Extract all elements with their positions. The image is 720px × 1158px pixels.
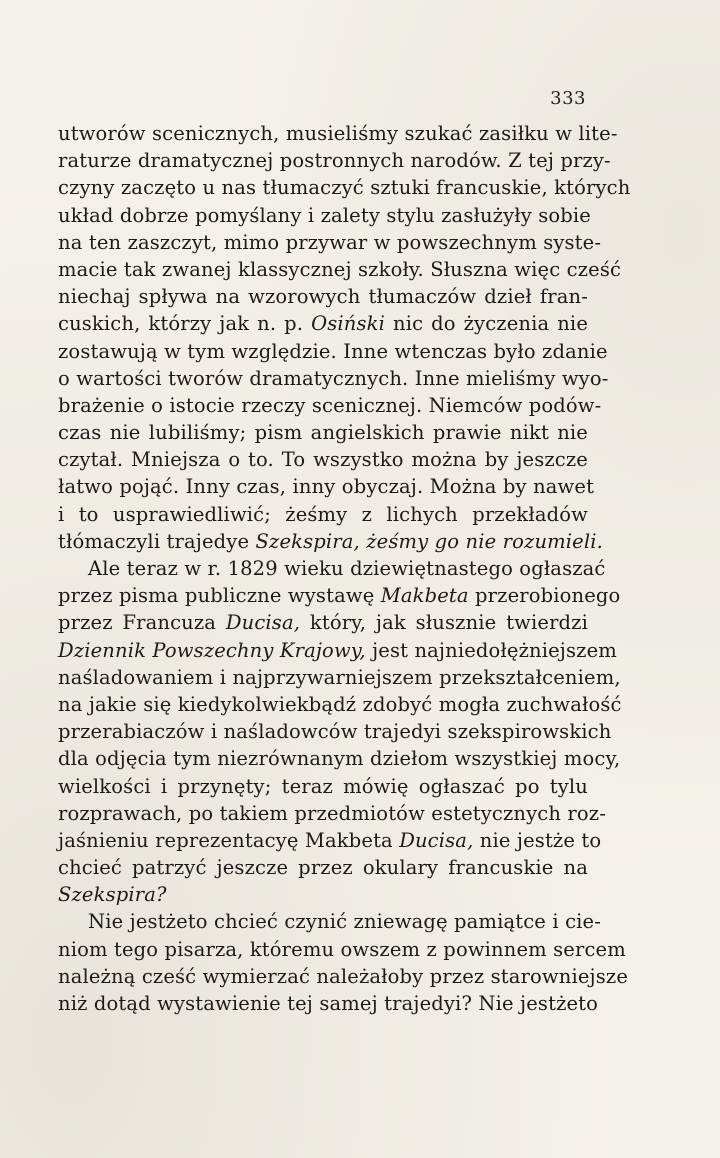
text-segment: dla odjęcia tym niezrównanym dziełom wszystkiej mocy, <box>58 747 621 771</box>
text-segment: zostawują w tym względzie. Inne wtenczas było zdanie <box>58 339 608 363</box>
text-segment: niechaj spływa na wzorowych tłumaczów dzieł fran- <box>58 285 588 309</box>
italic-text: Ducisa, <box>225 611 301 635</box>
text-segment: który, jak słusznie twierdzi <box>300 611 588 635</box>
text-segment: brażenie o istocie rzeczy scenicznej. Niemców podów- <box>58 393 602 417</box>
text-line <box>58 582 621 609</box>
text-segment: macie tak zwanej klassycznej szkoły. Słuszna więc cześć <box>58 257 622 281</box>
text-line <box>58 664 621 691</box>
text-segment: przerobionego <box>468 584 621 608</box>
text-segment: niż dotąd wystawienie tej samej trajedyi? Nie jestżeto <box>58 992 599 1015</box>
text-segment: nic do życzenia nie <box>385 312 589 336</box>
text-line <box>58 419 588 446</box>
text-line <box>58 310 588 337</box>
text-line <box>58 609 588 636</box>
text-line <box>58 990 599 1017</box>
text-segment: i to usprawiedliwić; żeśmy z lichych przekładów <box>58 502 588 526</box>
text-line <box>58 881 588 908</box>
text-line <box>58 392 602 419</box>
text-segment: naśladowaniem i najprzywarniejszem przekształceniem, <box>58 665 621 689</box>
text-line <box>58 528 603 555</box>
text-line <box>58 936 626 963</box>
text-segment: raturze dramatycznej postronnych narodów. Z tej przy- <box>58 149 611 173</box>
text-segment: wielkości i przynęty; teraz mówię ogłaszać po tylu <box>58 774 588 798</box>
text-segment: przez Francuza <box>58 611 226 635</box>
text-line <box>58 283 588 310</box>
text-line <box>58 800 606 827</box>
text-line <box>58 174 631 201</box>
text-segment: Nie jestżeto chcieć czynić zniewagę pamiątce i cie- <box>88 910 601 934</box>
text-line <box>58 827 602 854</box>
text-line <box>58 256 622 283</box>
text-segment: układ dobrze pomyślany i zalety stylu zasłużyły sobie <box>58 203 592 227</box>
text-segment: niom tego pisarza, któremu owszem z powinnem sercem <box>58 937 626 961</box>
text-segment: chcieć patrzyć jeszcze przez okulary francuskie na <box>58 856 588 880</box>
text-line <box>58 963 629 990</box>
italic-text: Szekspira, żeśmy go nie rozumieli. <box>255 529 603 553</box>
text-segment: przerabiaczów i naśladowców trajedyi szekspirowskich <box>58 720 612 744</box>
text-segment: czas nie lubiliśmy; pism angielskich prawie nikt nie <box>58 421 588 445</box>
text-segment: należną cześć wymierzać należałoby przez starowniejsze <box>58 964 629 988</box>
text-line <box>58 365 609 392</box>
italic-text: Osiński <box>311 312 386 336</box>
italic-text: Makbeta <box>380 584 469 608</box>
text-segment: nie jestże to <box>473 828 602 852</box>
text-line <box>58 773 588 800</box>
text-line <box>58 854 588 881</box>
italic-text: Szekspira? <box>58 883 167 907</box>
text-segment: jaśnieniu reprezentacyę Makbeta <box>58 828 400 852</box>
text-line <box>58 718 612 745</box>
text-line <box>58 555 606 582</box>
text-line <box>58 202 592 229</box>
text-segment: rozprawach, po takiem przedmiotów estetycznych roz- <box>58 801 606 825</box>
text-segment: przez pisma publiczne wystawę <box>58 584 381 608</box>
text-segment: czyny zaczęto u nas tłumaczyć sztuki francuskie, których <box>58 176 631 200</box>
text-line <box>58 745 621 772</box>
text-segment: na jakie się kiedykolwiekbądź zdobyć mogła zuchwałość <box>58 692 622 716</box>
text-line <box>58 908 601 935</box>
text-line <box>58 446 588 473</box>
text-line <box>58 338 608 365</box>
text-segment: na ten zaszczyt, mimo przywar w powszechnym syste- <box>58 230 602 254</box>
text-line <box>58 147 611 174</box>
italic-text: Dziennik Powszechny Krajowy, <box>58 638 366 662</box>
text-segment: cuskich, którzy jak n. p. <box>58 312 312 336</box>
text-segment: Ale teraz w r. 1829 wieku dziewiętnastego ogłaszać <box>88 557 606 580</box>
text-segment: czytał. Mniejsza o to. To wszystko można by jeszcze <box>58 448 588 472</box>
text-line <box>58 473 595 500</box>
text-line <box>58 501 588 528</box>
text-line <box>58 637 617 664</box>
italic-text: Ducisa, <box>399 828 474 852</box>
text-line <box>58 229 602 256</box>
page-number: 333 <box>550 88 586 109</box>
body-text <box>58 120 631 1017</box>
text-segment: łatwo pojąć. Inny czas, inny obyczaj. Można by nawet <box>58 475 595 499</box>
text-segment: o wartości tworów dramatycznych. Inne mieliśmy wyo- <box>58 366 609 390</box>
text-segment: utworów scenicznych, musieliśmy szukać zasiłku w lite- <box>58 122 618 145</box>
text-line <box>58 691 622 718</box>
text-segment: tłómaczyli trajedye <box>58 529 256 553</box>
text-line <box>58 120 618 147</box>
text-segment: jest najniedołężniejszem <box>365 638 617 662</box>
